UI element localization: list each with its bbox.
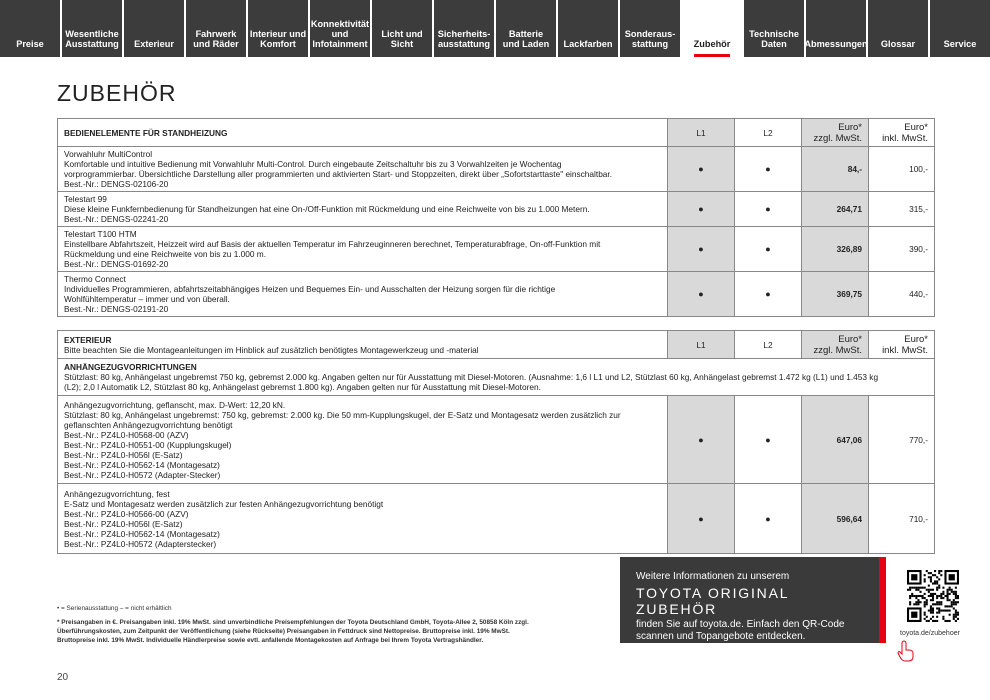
nav-tab-zubehör[interactable]: Zubehör bbox=[682, 0, 742, 57]
nav-tab-lackfarben[interactable]: Lackfarben bbox=[558, 0, 618, 57]
page-title: ZUBEHÖR bbox=[57, 80, 177, 106]
item-text: Komfortable und intuitive Bedienung mit Vorwahluhr Multi-Control. Durch eingebaute Zeitschaltuhr bis zu 3 Vorwahlzeiten je Wochentag vorprogrammierbar. Übersichtliche Darstellung aller programmierten und aktivierten Start- und Stoppzeiten, direkt über „Sofortstarttaste" einschaltbar. Best.-Nr.: DENGS-02106-20 bbox=[64, 159, 613, 189]
nav-tab-konnektivität-und-infotainment[interactable]: Konnektivität und Infotainment bbox=[310, 0, 370, 57]
nav-tab-preise[interactable]: Preise bbox=[0, 0, 60, 57]
price-net: 596,64 bbox=[802, 484, 869, 554]
availability-l1: ● bbox=[668, 227, 735, 272]
availability-l1: ● bbox=[668, 272, 735, 317]
item-title: Anhängezugvorrichtung, geflanscht, max. D-Wert: 12,20 kN. bbox=[64, 399, 286, 410]
availability-l1: ● bbox=[668, 396, 735, 484]
qr-code-icon[interactable] bbox=[907, 570, 959, 622]
footnote-legend: • = Serienausstattung – = nicht erhältlich bbox=[57, 605, 172, 612]
item-description bbox=[58, 192, 668, 227]
nav-tab-interieur-und-komfort[interactable]: Interieur und Komfort bbox=[248, 0, 308, 57]
availability-l2: ● bbox=[735, 227, 802, 272]
price-net: 326,89 bbox=[802, 227, 869, 272]
price-net: 84,- bbox=[802, 147, 869, 192]
nav-tab-glossar[interactable]: Glossar bbox=[868, 0, 928, 57]
nav-tab-sicherheits-ausstattung[interactable]: Sicherheits- ausstattung bbox=[434, 0, 494, 57]
table-row bbox=[58, 484, 935, 554]
availability-l2: ● bbox=[735, 147, 802, 192]
price-gross: 100,- bbox=[869, 147, 935, 192]
table-row bbox=[58, 396, 935, 484]
column-header-price-net: Euro* zzgl. MwSt. bbox=[802, 119, 869, 147]
nav-tab-abmessungen[interactable]: Abmessungen bbox=[806, 0, 866, 57]
availability-l2: ● bbox=[735, 272, 802, 317]
item-title: Anhängezugvorrichtung, fest bbox=[64, 488, 170, 499]
table-header-note: Bitte beachten Sie die Montageanleitungen im Hinblick auf zusätzlich benötigtes Montagewerkzeug und -material bbox=[64, 344, 479, 355]
item-text: Stützlast: 80 kg, Anhängelast ungebremst: 750 kg, gebremst: 2.000 kg. Die 50 mm-Kupplungskugel, der E-Satz und Montagesatz werden zusätzlich zur geflanschten Anhängezugvorrichtung benötigt Best.-Nr.: PZ4L0-H0568-00 (AZV) Best.-Nr.: PZ4L0-H0551-00 (Kupplungskugel) Best.-Nr.: PZ4L0-H056l (E-Satz) Best.-Nr.: PZ4L0-H0562-14 (Montagesatz) Best.-Nr.: PZ4L0-H0572 (Adapter-Stecker) bbox=[64, 409, 621, 480]
nav-tab-licht-und-sicht[interactable]: Licht und Sicht bbox=[372, 0, 432, 57]
item-description bbox=[58, 272, 668, 317]
item-description bbox=[58, 147, 668, 192]
column-header-price-gross: Euro* inkl. MwSt. bbox=[869, 331, 935, 359]
availability-l2: ● bbox=[735, 192, 802, 227]
promo-box bbox=[620, 557, 886, 643]
standheizung-table bbox=[57, 118, 935, 317]
price-gross: 710,- bbox=[869, 484, 935, 554]
nav-tab-service[interactable]: Service bbox=[930, 0, 990, 57]
nav-tab-wesentliche-ausstattung[interactable]: Wesentliche Ausstattung bbox=[62, 0, 122, 57]
table-row bbox=[58, 147, 935, 192]
item-description bbox=[58, 484, 668, 554]
column-header-price-gross: Euro* inkl. MwSt. bbox=[869, 119, 935, 147]
column-header-l2: L2 bbox=[735, 331, 802, 359]
availability-l2: ● bbox=[735, 484, 802, 554]
table-row bbox=[58, 272, 935, 317]
table-header-title: BEDIENELEMENTE FÜR STANDHEIZUNG bbox=[58, 119, 668, 147]
availability-l2: ● bbox=[735, 396, 802, 484]
exterieur-table bbox=[57, 330, 935, 554]
item-title: Vorwahluhr MultiControl bbox=[64, 149, 153, 159]
nav-tab-sonderaus-stattung[interactable]: Sonderaus- stattung bbox=[620, 0, 680, 57]
price-gross: 390,- bbox=[869, 227, 935, 272]
column-header-l1: L1 bbox=[668, 119, 735, 147]
item-text: E-Satz und Montagesatz werden zusätzlich zur festen Anhängezugvorrichtung benötigt Best.-Nr.: PZ4L0-H0566-00 (AZV) Best.-Nr.: PZ4L0-H056l (E-Satz) Best.-Nr.: PZ4L0-H0562-14 (Montagesatz) Best.-Nr.: PZ4L0-H0572 (Adapterstecker) bbox=[64, 498, 384, 549]
price-gross: 315,- bbox=[869, 192, 935, 227]
item-description bbox=[58, 227, 668, 272]
promo-headline: TOYOTA ORIGINAL ZUBEHÖR bbox=[636, 585, 789, 617]
section-title: ANHÄNGEZUGVORRICHTUNGEN bbox=[64, 362, 197, 372]
footnote-price: * Preisangaben in €. Preisangaben inkl. 19% MwSt. sind unverbindliche Preisempfehlungen der Toyota Deutschland GmbH, Toyota-Allee 2, 50858 Köln zzgl. Überführungskosten, zum Zeitpunkt der Veröffentlichung (siehe Rückseite) Preisangaben in Fettdruck sind Nettopreise. Bruttopreise inkl. 19% MwSt. Bruttopreise inkl. 19% MwSt. Individuelle Händlerpreise sowie evtl. anfallende Montagekosten auf Anfrage bei Ihrem Toyota Vertragshändler. bbox=[57, 619, 529, 644]
price-net: 647,06 bbox=[802, 396, 869, 484]
price-gross: 770,- bbox=[869, 396, 935, 484]
table-header-cell bbox=[58, 331, 668, 359]
qr-url-link[interactable]: toyota.de/zubehoer bbox=[900, 630, 960, 637]
availability-l1: ● bbox=[668, 192, 735, 227]
price-gross: 440,- bbox=[869, 272, 935, 317]
page-number: 20 bbox=[57, 672, 69, 683]
item-title: Thermo Connect bbox=[64, 274, 126, 284]
nav-tab-batterie-und-laden[interactable]: Batterie und Laden bbox=[496, 0, 556, 57]
promo-line-1: Weitere Informationen zu unserem bbox=[636, 571, 790, 582]
column-header-l1: L1 bbox=[668, 331, 735, 359]
table-row bbox=[58, 192, 935, 227]
item-text: Individuelles Programmieren, abfahrtszeitabhängiges Heizen und Bequemes Ein- und Ausschalten der Heizung sorgen für die richtige Wohlfühltemperatur – immer und von überall. Best.-Nr.: DENGS-02191-20 bbox=[64, 284, 556, 314]
item-title: Telestart 99 bbox=[64, 194, 107, 204]
column-header-price-net: Euro* zzgl. MwSt. bbox=[802, 331, 869, 359]
nav-tab-fahrwerk-und-räder[interactable]: Fahrwerk und Räder bbox=[186, 0, 246, 57]
item-description bbox=[58, 396, 668, 484]
item-text: Einstellbare Abfahrtszeit, Heizzeit wird auf Basis der aktuellen Temperatur im Fahrzeuginneren berechnet, Temperaturabfrage, On-off-Funktion mit Rückmeldung und eine Reichweite von bis zu 1.000 m. Best.-Nr.: DENGS-01692-20 bbox=[64, 239, 601, 269]
table-header-title: EXTERIEUR bbox=[64, 334, 112, 345]
footnotes bbox=[57, 604, 617, 645]
nav-tab-exterieur[interactable]: Exterieur bbox=[124, 0, 184, 57]
availability-l1: ● bbox=[668, 484, 735, 554]
promo-accent-bar bbox=[879, 557, 886, 643]
item-title: Telestart T100 HTM bbox=[64, 229, 137, 239]
section-row bbox=[58, 359, 935, 396]
section-text: Stützlast: 80 kg, Anhängelast ungebremst 750 kg, gebremst 2.000 kg. Angaben gelten nur für Ausstattung mit Diesel-Motoren. (Ausnahme: 1,6 l L1 und L2, Stützlast 60 kg, Anhängelast gebremst 1.472 kg (L1) und 1.453 kg (L2); 2,0 l Automatik L2, Stützlast 80 kg, Anhängelast gebremst 1.800 kg). Angaben gelten nur für Ausstattung mit Diesel-Motoren. bbox=[64, 372, 879, 392]
top-navigation bbox=[0, 0, 990, 57]
column-header-l2: L2 bbox=[735, 119, 802, 147]
pointing-hand-icon bbox=[897, 640, 915, 662]
item-text: Diese kleine Funkfernbedienung für Standheizungen hat eine On-/Off-Funktion mit Rückmeldung und eine Reichweite von bis zu 1.000 Metern. Best.-Nr.: DENGS-02241-20 bbox=[64, 204, 590, 224]
price-net: 264,71 bbox=[802, 192, 869, 227]
nav-tab-technische-daten[interactable]: Technische Daten bbox=[744, 0, 804, 57]
active-tab-indicator bbox=[694, 54, 730, 57]
table-row bbox=[58, 227, 935, 272]
promo-line-3: finden Sie auf toyota.de. Einfach den QR-Code scannen und Topangebote entdecken. bbox=[636, 619, 845, 642]
availability-l1: ● bbox=[668, 147, 735, 192]
price-net: 369,75 bbox=[802, 272, 869, 317]
